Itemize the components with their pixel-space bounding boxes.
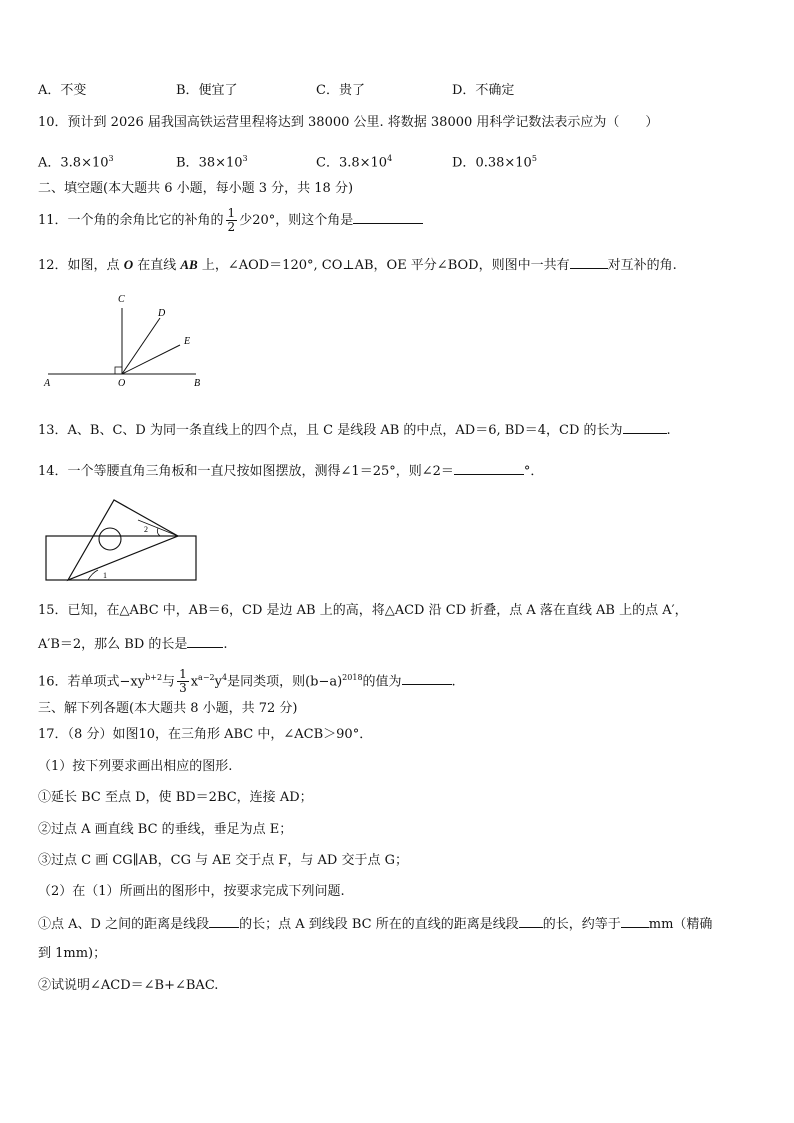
fig12-label-e: E (184, 336, 191, 347)
q11-blank (353, 209, 423, 224)
q14-text: 14．一个等腰直角三角板和一直尺按如图摆放，测得∠1＝25°，则∠2＝ °． (38, 460, 543, 482)
q17-blank-3 (621, 913, 649, 928)
q17-blank-1 (209, 913, 239, 928)
fig14-angle-2: 2 (144, 525, 148, 534)
q11-fraction: $\frac{1}{2}$ (227, 206, 236, 234)
q17-question-1: ①点 A、D 之间的距离是线段 的长；点 A 到线段 BC 所在的直线的距离是线段 的长，约等于 mm（精确 (38, 913, 712, 935)
fig12-label-b: B (194, 378, 201, 389)
q9-option-b: B．便宜了 (176, 83, 238, 98)
q14-blank (454, 460, 524, 475)
figure-14-ruler-triangle (38, 494, 208, 589)
q17-title: 17．（8 分）如图10，在三角形 ABC 中，∠ACB＞90°． (38, 727, 373, 742)
q17-part-2: （2）在（1）所画出的图形中，按要求完成下列问题. (38, 884, 345, 899)
q10-option-c: C．$3.8\times 10^4$ (316, 154, 393, 171)
fig12-label-a: A (44, 378, 51, 389)
q13-text: 13．A、B、C、D 为同一条直线上的四个点，且 C 是线段 AB 的中点，AD＝6, BD＝4，CD 的长为 . (38, 419, 671, 441)
q9-option-a: A．不变 (38, 83, 87, 98)
fig12-label-c: C (118, 294, 125, 305)
q17-part-1: （1）按下列要求画出相应的图形. (38, 759, 233, 774)
q9-option-c: C．贵了 (316, 83, 365, 98)
fig14-angle-1: 1 (103, 571, 107, 580)
q16-text: 16．若单项式$-xy^{b+2}$与 $\frac{1}{3}$ $x^{a-2}y^4$是同类项，则$(b-a)^{2018}$的值为 . (38, 667, 456, 696)
q11-text: 11．一个角的余角比它的补角的 $\frac{1}{2}$ 少20°，则这个角是 (38, 206, 423, 236)
section-3-title: 三、解下列各题(本大题共 8 小题，共 72 分) (38, 701, 298, 716)
q12-blank (570, 254, 608, 269)
q17-step-2: ②过点 A 画直线 BC 的垂线，垂足为点 E； (38, 822, 293, 837)
q9-option-d: D．不确定 (452, 83, 515, 98)
q10-option-a: A．$3.8\times 10^3$ (38, 154, 114, 171)
q17-question-2: ②试说明∠ACD＝∠B+∠BAC. (38, 978, 219, 993)
q17-blank-2 (519, 913, 543, 928)
section-2-title: 二、填空题(本大题共 6 小题，每小题 3 分，共 18 分) (38, 181, 354, 196)
q10-text: 10．预计到 2026 届我国高铁运营里程将达到 38000 公里. 将数据 38000 用科学记数法表示应为（ ） (38, 115, 659, 130)
q15-line-2: A′B＝2，那么 BD 的长是 . (38, 633, 228, 655)
q17-step-3: ③过点 C 画 CG∥AB，CG 与 AE 交于点 F，与 AD 交于点 G； (38, 853, 408, 868)
q12-text: 12．如图，点 O 在直线 AB 上，∠AOD＝120°, CO⊥AB，OE 平分∠BOD，则图中一共有 对互补的角. (38, 254, 677, 276)
q15-blank (187, 633, 223, 648)
figure-12-lines (38, 290, 208, 390)
q16-fraction: $\frac{1}{3}$ (179, 667, 187, 696)
q17-question-1-cont: 到 1mm)； (38, 946, 107, 961)
q10-option-b: B．$38\times 10^3$ (176, 154, 248, 171)
q16-blank (402, 670, 452, 685)
q13-blank (623, 419, 667, 434)
q10-option-d: D．$0.38\times 10^5$ (452, 154, 537, 171)
fig12-label-d: D (158, 308, 166, 319)
q15-line-1: 15．已知，在△ABC 中，AB＝6，CD 是边 AB 上的高，将△ACD 沿 CD 折叠，点 A 落在直线 AB 上的点 A′， (38, 603, 688, 618)
q17-step-1: ①延长 BC 至点 D，使 BD＝2BC，连接 AD； (38, 790, 313, 805)
fig12-label-o: O (118, 378, 126, 389)
